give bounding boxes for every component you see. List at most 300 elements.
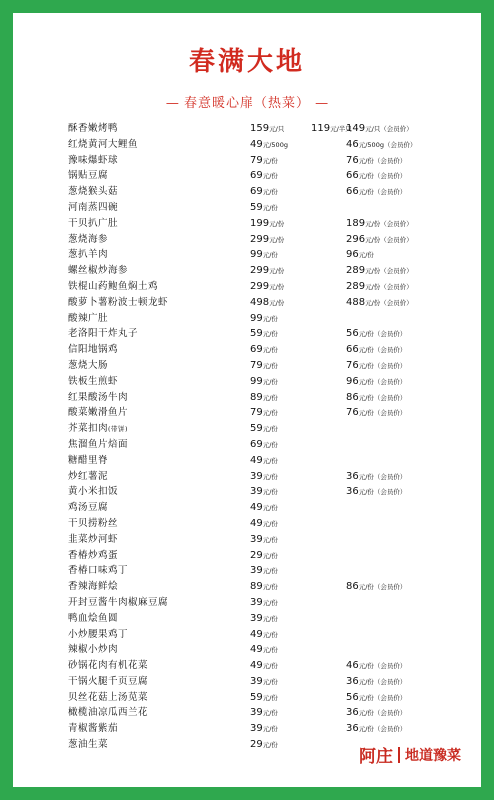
member-price [346, 137, 416, 154]
price-unit: 元/份 [262, 551, 278, 560]
member-price [346, 390, 406, 407]
member-price-value: 46 [346, 138, 359, 150]
price [250, 595, 278, 612]
price-unit: 元/份 [262, 519, 278, 528]
dish-name [68, 168, 108, 184]
dish-row [13, 168, 481, 184]
price-value: 39 [250, 533, 263, 545]
dish-name [68, 437, 128, 453]
member-price-unit: 元/份（会员价） [358, 693, 407, 702]
member-price-unit: 元/只（会员价） [365, 125, 413, 133]
section-subtitle [13, 95, 481, 113]
member-price-value: 86 [346, 581, 359, 593]
brand-logo [359, 742, 461, 767]
price-unit: 元/份 [262, 693, 278, 702]
member-price-unit: 元/份（会员价） [358, 361, 407, 370]
price [250, 263, 284, 280]
dish-name [68, 674, 148, 690]
member-price-unit: 元/份（会员价） [358, 488, 407, 497]
dish-name-text: 酸萝卜薯粉波士顿龙虾 [68, 296, 169, 308]
dish-name [68, 342, 118, 358]
dish-row [13, 247, 481, 263]
member-price-unit: 元/份（会员价） [358, 188, 407, 197]
price-unit: 元/份 [262, 251, 278, 260]
member-price-unit: 元/500g（会员价） [358, 140, 417, 149]
dish-row [13, 200, 481, 216]
member-price-value: 149 [346, 123, 366, 134]
dish-name-text: 锅贴豆腐 [68, 170, 109, 182]
dish-name [68, 627, 128, 643]
member-price [346, 216, 413, 233]
member-price-unit: 元/份（会员价） [358, 677, 407, 686]
dish-name-text: 螺丝椒炒海参 [68, 265, 129, 277]
dish-row [13, 532, 481, 548]
member-price-unit: 元/份（会员价） [358, 709, 407, 718]
price [250, 563, 278, 580]
dish-name-text: 红烧黄河大鲤鱼 [68, 138, 139, 150]
price-value: 39 [250, 675, 263, 687]
price-unit: 元/份 [269, 267, 285, 276]
dish-name [68, 184, 118, 200]
member-price-value: 189 [346, 217, 366, 229]
price [250, 153, 278, 170]
dish-row [13, 658, 481, 674]
dish-row [13, 153, 481, 169]
price-value: 498 [250, 296, 270, 308]
price-value: 39 [250, 596, 263, 608]
dish-name-text: 葱烧海参 [68, 233, 109, 245]
member-price-unit: 元/份（会员价） [358, 725, 407, 734]
member-price [346, 469, 406, 486]
dish-name-text: 干锅火腿千页豆腐 [68, 675, 149, 687]
member-price-value: 296 [346, 233, 366, 245]
half-price-value: 119 [311, 123, 331, 134]
price-unit: 元/份 [262, 203, 278, 212]
dish-name-text: 酸菜嫩滑鱼片 [68, 407, 129, 419]
member-price-value: 76 [346, 407, 359, 419]
dish-name [68, 705, 148, 721]
price-unit: 元/份 [262, 156, 278, 165]
price-unit: 元/份 [262, 741, 278, 750]
price-unit: 元/份 [262, 456, 278, 465]
member-price-unit: 元/份（会员价） [365, 219, 413, 228]
member-price [346, 658, 406, 675]
dish-name-text: 信阳地锅鸡 [68, 344, 119, 356]
dish-name [68, 358, 108, 374]
dish-name [68, 405, 128, 421]
price-value: 39 [250, 486, 263, 498]
price-unit: 元/份 [262, 409, 278, 418]
dish-name-text: 香椿炒鸡蛋 [68, 549, 119, 561]
member-price-unit: 元/份（会员价） [365, 298, 413, 307]
price [250, 705, 278, 722]
dish-name [68, 279, 158, 295]
member-price [346, 484, 406, 501]
dish-name-text: 酥香嫩烤鸭 [68, 123, 119, 134]
dish-name [68, 642, 118, 658]
dish-name-text: 河南蒸四碗 [68, 201, 119, 213]
brand-divider [398, 747, 400, 763]
member-price-value: 36 [346, 707, 359, 719]
price-value: 299 [250, 233, 270, 245]
member-price [346, 184, 406, 201]
dish-name-text: 葱烧猴头菇 [68, 186, 119, 198]
dish-name-text: 焦溜鱼片焙面 [68, 438, 129, 450]
dish-name-text: 铁棍山药鲍鱼焖土鸡 [68, 280, 159, 292]
dish-name [68, 690, 148, 706]
dish-name-text: 黄小米扣饭 [68, 486, 119, 498]
price [250, 437, 278, 454]
price-unit: 元/500g [262, 140, 288, 149]
price [250, 737, 278, 754]
price [250, 516, 278, 533]
price [250, 500, 278, 517]
price [250, 342, 278, 359]
dish-row [13, 642, 481, 658]
dish-name-text: 砂锅花肉有机花菜 [68, 660, 149, 672]
member-price [346, 295, 413, 312]
dish-row [13, 611, 481, 627]
price [250, 611, 278, 628]
price-unit: 元/份 [262, 709, 278, 718]
dish-row [13, 516, 481, 532]
price-unit: 元/份 [269, 298, 285, 307]
price-unit: 元/份 [269, 219, 285, 228]
price-value: 49 [250, 138, 263, 150]
dish-row [13, 579, 481, 595]
half-price-unit: 元/半只 [330, 125, 352, 133]
dish-name-text: 鸭血烩鱼圆 [68, 612, 119, 624]
dish-name [68, 611, 118, 627]
member-price-value: 289 [346, 265, 366, 277]
dish-name [68, 137, 138, 153]
price-value: 39 [250, 723, 263, 735]
price-unit: 元/份 [262, 598, 278, 607]
member-price-value: 36 [346, 486, 359, 498]
dish-name [68, 295, 168, 311]
price-unit: 元/份 [262, 330, 278, 339]
price [250, 232, 284, 249]
dish-name [68, 658, 148, 674]
member-price-value: 56 [346, 328, 359, 340]
dish-name [68, 484, 118, 500]
price [250, 721, 278, 738]
dish-name-text: 葱烧大肠 [68, 359, 109, 371]
dish-row [13, 627, 481, 643]
member-price [346, 279, 413, 296]
dish-row [13, 374, 481, 390]
price [250, 311, 278, 328]
member-price [346, 263, 413, 280]
price-value: 69 [250, 186, 263, 198]
price [250, 121, 284, 138]
dish-name [68, 390, 128, 406]
price [250, 358, 278, 375]
brand-slogan: 地道豫菜 [405, 747, 461, 764]
dish-row [13, 548, 481, 564]
dish-name [68, 153, 118, 169]
price-value: 69 [250, 438, 263, 450]
price [250, 421, 278, 438]
member-price-value: 56 [346, 691, 359, 703]
dish-name-text: 韭菜炒河虾 [68, 533, 119, 545]
price-unit: 元/份 [262, 504, 278, 513]
member-price-unit: 元/份（会员价） [358, 583, 407, 592]
dish-name [68, 532, 118, 548]
price-value: 89 [250, 391, 263, 403]
dish-name [68, 500, 108, 516]
price [250, 326, 278, 343]
price-unit: 元/份 [262, 472, 278, 481]
price [250, 279, 284, 296]
dish-row [13, 563, 481, 579]
member-price-unit: 元/份（会员价） [358, 409, 407, 418]
price [250, 247, 278, 264]
price-unit: 元/份 [262, 361, 278, 370]
dish-name [68, 595, 168, 611]
dish-name-text: 干贝捞粉丝 [68, 517, 119, 529]
dish-row [13, 421, 481, 437]
dish-name [68, 263, 128, 279]
price-unit: 元/份 [262, 172, 278, 181]
subtitle-dash-right: — [315, 96, 329, 111]
price [250, 374, 278, 391]
price [250, 642, 278, 659]
price-value: 159 [250, 123, 270, 134]
dish-row [13, 311, 481, 327]
price-unit: 元/份 [262, 646, 278, 655]
price [250, 295, 284, 312]
price [250, 137, 288, 154]
price [250, 548, 278, 565]
member-price [346, 232, 413, 249]
price [250, 690, 278, 707]
dish-name [68, 311, 108, 327]
member-price [346, 168, 406, 185]
price-unit: 元/份 [262, 583, 278, 592]
dish-row [13, 358, 481, 374]
price [250, 184, 278, 201]
member-price-unit: 元/份（会员价） [365, 267, 413, 276]
price-value: 99 [250, 375, 263, 387]
dish-name [68, 579, 118, 595]
member-price-unit: 元/份（会员价） [358, 172, 407, 181]
dish-name-text: 香椿口味鸡丁 [68, 565, 129, 577]
dish-name-text: 葱扒羊肉 [68, 249, 109, 261]
price-value: 79 [250, 154, 263, 166]
dish-name [68, 469, 108, 485]
price-unit: 元/份 [262, 377, 278, 386]
dish-row [13, 326, 481, 342]
member-price [346, 358, 406, 375]
member-price-value: 66 [346, 344, 359, 356]
price-value: 39 [250, 612, 263, 624]
dish-name [68, 737, 108, 753]
price-unit: 元/份 [262, 567, 278, 576]
dish-list [13, 121, 481, 753]
dish-row [13, 121, 481, 137]
dish-row [13, 390, 481, 406]
member-price-value: 36 [346, 723, 359, 735]
dish-name-text: 炒红薯泥 [68, 470, 109, 482]
member-price [346, 690, 406, 707]
price-value: 49 [250, 502, 263, 514]
price-value: 199 [250, 217, 270, 229]
subtitle-text: 春意暖心扉（热菜） [183, 96, 310, 111]
member-price-value: 46 [346, 660, 359, 672]
price-unit: 元/份 [262, 346, 278, 355]
dish-row [13, 342, 481, 358]
dish-name-text: 鸡汤豆腐 [68, 502, 109, 514]
price-value: 69 [250, 170, 263, 182]
subtitle-dash-left: — [165, 96, 179, 111]
member-price-value: 96 [346, 375, 359, 387]
dish-name [68, 326, 138, 342]
price-value: 49 [250, 644, 263, 656]
price-value: 49 [250, 660, 263, 672]
price-unit: 元/份 [262, 614, 278, 623]
price-value: 39 [250, 707, 263, 719]
member-price [346, 674, 406, 691]
dish-name-text: 酸辣广肚 [68, 312, 109, 324]
dish-row [13, 232, 481, 248]
price-value: 29 [250, 739, 263, 751]
dish-name [68, 548, 118, 564]
dish-row [13, 279, 481, 295]
price-unit: 元/份 [262, 314, 278, 323]
price-value: 39 [250, 565, 263, 577]
price-value: 59 [250, 691, 263, 703]
price-unit: 元/份 [262, 440, 278, 449]
dish-name-text: 芥菜扣肉 [68, 423, 109, 435]
member-price-unit: 元/份（会员价） [358, 330, 407, 339]
brand-name: 阿庄 [359, 747, 393, 767]
dish-name-text: 铁板生煎虾 [68, 375, 119, 387]
dish-name-text: 葱油生菜 [68, 739, 109, 751]
price-unit: 元/份 [262, 188, 278, 197]
dish-row [13, 484, 481, 500]
dish-name [68, 721, 118, 737]
price-unit: 元/份 [262, 662, 278, 671]
dish-row [13, 137, 481, 153]
member-price-unit: 元/份（会员价） [358, 377, 407, 386]
member-price-unit: 元/份（会员价） [365, 235, 413, 244]
dish-name-text: 老洛阳干炸丸子 [68, 328, 139, 340]
price-value: 99 [250, 312, 263, 324]
price [250, 390, 278, 407]
member-price [346, 374, 406, 391]
dish-name-text: 糖醋里脊 [68, 454, 109, 466]
dish-name-text: 香辣海鲜烩 [68, 581, 119, 593]
price-value: 29 [250, 549, 263, 561]
dish-row [13, 690, 481, 706]
dish-row [13, 453, 481, 469]
price-unit: 元/份 [269, 235, 285, 244]
price-unit: 元/份 [262, 393, 278, 402]
dish-row [13, 469, 481, 485]
dish-name-text: 开封豆酱牛肉椒麻豆腐 [68, 596, 169, 608]
price [250, 579, 278, 596]
dish-name-text: 红果酸汤牛肉 [68, 391, 129, 403]
dish-name [68, 247, 108, 263]
member-price-unit: 元/份（会员价） [358, 662, 407, 671]
member-price-value: 96 [346, 249, 359, 261]
dish-name-text: 青椒酱紫茄 [68, 723, 119, 735]
price-unit: 元/份 [269, 282, 285, 291]
dish-name [68, 216, 118, 232]
dish-name-text: 干贝扒广肚 [68, 217, 119, 229]
dish-name [68, 121, 118, 137]
member-price-unit: 元/份（会员价） [358, 156, 407, 165]
member-price-value: 488 [346, 296, 366, 308]
dish-name [68, 232, 108, 248]
dish-row [13, 405, 481, 421]
dish-name-text: 辣椒小炒肉 [68, 644, 119, 656]
price-value: 59 [250, 201, 263, 213]
price-value: 59 [250, 423, 263, 435]
member-price-value: 76 [346, 359, 359, 371]
price-value: 299 [250, 280, 270, 292]
member-price-unit: 元/份（会员价） [365, 282, 413, 291]
price-unit: 元/份 [262, 488, 278, 497]
price-value: 79 [250, 359, 263, 371]
dish-name-text: 橄榄油凉瓜西兰花 [68, 707, 149, 719]
dish-name [68, 421, 128, 438]
menu-card [13, 13, 481, 787]
dish-row [13, 721, 481, 737]
price [250, 532, 278, 549]
member-price-value: 66 [346, 170, 359, 182]
price [250, 216, 284, 233]
price-value: 89 [250, 581, 263, 593]
dish-name [68, 453, 108, 469]
dish-row [13, 184, 481, 200]
member-price [346, 721, 406, 738]
dish-note: (带饼) [108, 425, 129, 434]
dish-name-text: 小炒腰果鸡丁 [68, 628, 129, 640]
member-price-value: 36 [346, 470, 359, 482]
member-price [346, 326, 406, 343]
member-price [346, 705, 406, 722]
member-price-unit: 元/份 [358, 251, 374, 260]
dish-row [13, 263, 481, 279]
member-price-unit: 元/份（会员价） [358, 346, 407, 355]
price [250, 658, 278, 675]
member-price [346, 579, 406, 596]
dish-row [13, 437, 481, 453]
menu-title: 春满大地 [188, 47, 305, 77]
dish-row [13, 216, 481, 232]
member-price-value: 66 [346, 186, 359, 198]
price-unit: 元/份 [262, 677, 278, 686]
member-price-value: 36 [346, 675, 359, 687]
member-price-unit: 元/份（会员价） [358, 393, 407, 402]
dish-row [13, 595, 481, 611]
dish-name-text: 贝丝花菇上汤苋菜 [68, 691, 149, 703]
member-price [346, 247, 374, 264]
price-value: 79 [250, 407, 263, 419]
price [250, 453, 278, 470]
member-price [346, 405, 406, 422]
price-value: 49 [250, 454, 263, 466]
dish-name-text: 豫味爆虾球 [68, 154, 119, 166]
member-price [346, 342, 406, 359]
price [250, 168, 278, 185]
price-value: 59 [250, 328, 263, 340]
dish-row [13, 674, 481, 690]
member-price-unit: 元/份（会员价） [358, 472, 407, 481]
member-price-value: 289 [346, 280, 366, 292]
